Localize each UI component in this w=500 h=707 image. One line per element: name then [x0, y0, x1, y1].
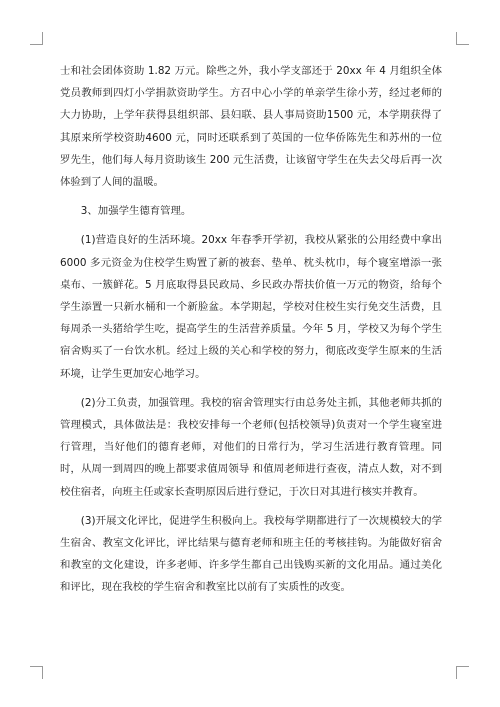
paragraph-culture-evaluation: (3)开展文化评比，促进学生积极向上。我校每学期都进行了一次规模较大的学生宿舍、教室文化评比，评比结果与德育老师和班主任的考核挂钩。为能做好宿舍和教室的文化建设，许多老师、许多学生都自己出钱购买新的文化用品。通过美化和评比，现在我校的学生宿舍和教室比以前有了实质性的改变。 — [60, 514, 442, 594]
section-heading-moral-management: 3、加强学生德育管理。 — [80, 205, 192, 218]
document-body — [60, 60, 442, 606]
paragraph-division-of-duties: (2)分工负责，加强管理。我校的宿舍管理实行由总务处主抓，其他老师共抓的管理模式，具体做法是：我校安排每一个老师(包括校领导)负责对一个学生寝室进行管理，当好他们的德育老师，对他们的日常行为，学习生活进行教育管理。同时，从周一到周四的晚上都要求值周领导 和值周老师进行查夜，清点人数，对不到校住宿者，向班主任或家长查明原因后进行登记，于次日对其进行核实并教育。 — [60, 396, 442, 498]
crop-mark-bottom-left — [30, 666, 43, 679]
crop-mark-top-right — [456, 32, 469, 45]
crop-mark-bottom-right — [456, 666, 469, 679]
crop-mark-top-left — [30, 32, 43, 45]
paragraph-living-environment: (1)营造良好的生活环境。20xx 年春季开学初，我校从紧张的公用经费中拿出6000 多元资金为住校学生购置了新的被套、垫单、枕头枕巾，每个寝室增添一张桌布、一簇鲜花。5 月底取得县民政局、乡民政办帮扶价值一万元的物资，给每个学生添置一只新水桶和一个新脸盆。本学期起，学校对住校生实行免交生活费，且每周杀一头猪给学生吃，提高学生的生活营养质量。今年 5 月，学校又为每个学生宿舍购买了一台饮水机。经过上级的关心和学校的努力，彻底改变学生原来的生活环境，让学生更加安心地学习。 — [60, 234, 442, 380]
paragraph-funding-continuation: 士和社会团体资助 1.82 万元。除些之外，我小学支部还于 20xx 年 4 月组织全体党员教师到四灯小学捐款资助学生。方召中心小学的单亲学生徐小芳，经过老师的大力协助，上学年获得县组织部、县妇联、县人事局资助1500 元，本学期获得了其原来所学校资助4600 元，同时还联系到了英国的一位华侨陈先生和苏州的一位罗先生，他们每人每月资助该生 200 元生活费，让该留守学生在失去父母后再一次体验到了人间的温暖。 — [60, 65, 442, 189]
